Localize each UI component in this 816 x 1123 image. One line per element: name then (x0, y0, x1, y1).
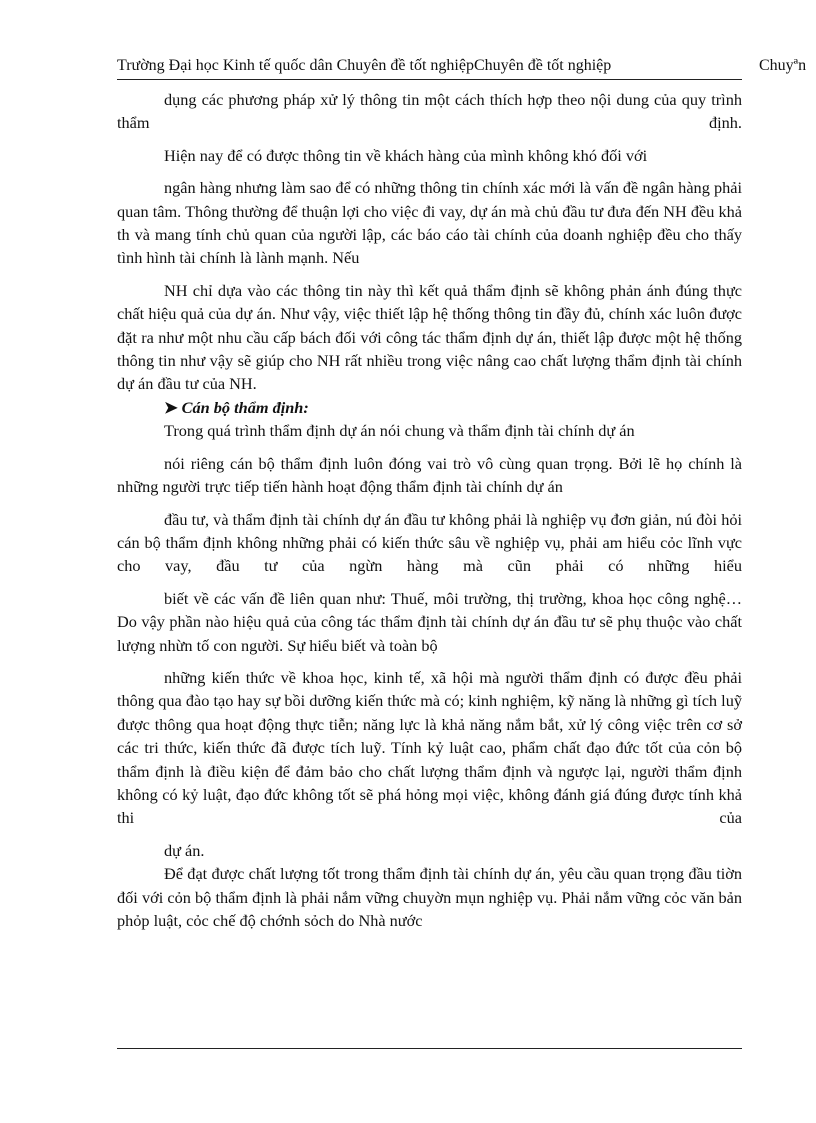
footer-rule (117, 1048, 742, 1049)
paragraph-6: nói riêng cán bộ thẩm định luôn đóng vai trò vô cùng quan trọng. Bởi lẽ họ chính là những người trực tiếp tiến hành hoạt động thẩm định tài chính dự án (117, 453, 742, 497)
paragraph-2: Hiện nay để có được thông tin về khách hàng của mình không khó đối với (164, 145, 648, 165)
section-heading (117, 396, 742, 419)
page-body (117, 88, 742, 932)
paragraph-9: những kiến thức về khoa học, kinh tế, xã hội mà người thẩm định có được đều phải thông qua đào tạo hay sự bồi dưỡng kiến thức mà có; kinh nghiệm, kỹ năng là những gì tích luỹ được thông qua hoạt động thực tiễn; năng lực là khả năng nắm bắt, xử lý công việc trên cơ sở các tri thức, kiến thức đã được tích luỹ. Tính kỷ luật cao, phẩm chất đạo đức tốt của cỏn bộ thẩm định là điều kiện để đảm bảo cho chất lượng thẩm định và ngược lại, người thẩm định không có kỷ luật, đạo đức không tốt sẽ phá hỏng mọi việc, không đánh giá đúng được tính khả thi của (117, 667, 742, 828)
paragraph-4: NH chỉ dựa vào các thông tin này thì kết quả thẩm định sẽ không phản ánh đúng thực chất hiệu quả của dự án. Như vậy, việc thiết lập hệ thống thông tin đầy đủ, chính xác luôn được đặt ra như một nhu cầu cấp bách đối với công tác thẩm định dự án, thiết lập được một hệ thống thông tin như vậy sẽ giúp cho NH rất nhiều trong việc nâng cao chất lượng thẩm định tài chính dự án đầu tư của NH. (117, 280, 742, 394)
paragraph-3: ngân hàng nhưng làm sao để có những thông tin chính xác mới là vấn đề ngân hàng phải quan tâm. Thông thường để thuận lợi cho việc đi vay, dự án mà chủ đầu tư đưa đến NH đều khả th và mang tính chủ quan của người lập, các báo cáo tài chính của doanh nghiệp đều cho thấy tình hình tài chính là lành mạnh. Nếu (117, 178, 742, 268)
paragraph-11: Để đạt được chất lượng tốt trong thẩm định tài chính dự án, yêu cầu quan trọng đầu tiờn đối với cỏn bộ thẩm định là phải nắm vững chuyờn mụn nghiệp vụ. Phải nắm vững cỏc văn bản phỏp luật, cỏc chế độ chớnh sỏch do Nhà nước (117, 864, 742, 930)
paragraph-1: dụng các phương pháp xử lý thông tin một cách thích hợp theo nội dung của quy trình thẩm định. (117, 90, 742, 133)
page-header (117, 53, 816, 79)
paragraph-10: dự án. (164, 840, 205, 860)
header-rule (117, 79, 742, 80)
paragraph-7: đầu tư, và thẩm định tài chính dự án đầu tư không phải là nghiệp vụ đơn giản, nú đòi hỏi cán bộ thẩm định không những phải có kiến thức sâu về nghiệp vụ, phải am hiểu cỏc lĩnh vực cho vay, đầu tư của ngừn hàng mà cũn phải có những hiểu (117, 509, 742, 576)
paragraph-5: Trong quá trình thẩm định dự án nói chung và thẩm định tài chính dự án (164, 421, 635, 441)
header-right-text: Chuyªn (759, 57, 807, 74)
arrow-bullet-icon: ➤ (164, 397, 178, 417)
section-heading-text: Cán bộ thẩm định: (181, 397, 309, 417)
paragraph-8: biết về các vấn đề liên quan như: Thuế, môi trường, thị trường, khoa học công nghệ… Do vậy phần nào hiệu quả của công tác thẩm định tài chính dự án đầu tư sẽ phụ thuộc vào chất lượng nhừn tố con người. Sự hiểu biết và toàn bộ (117, 588, 742, 655)
header-left-text: Trường Đại học Kinh tế quốc dân Chuyên đề tốt nghiệpChuyên đề tốt nghiệp (117, 57, 612, 74)
